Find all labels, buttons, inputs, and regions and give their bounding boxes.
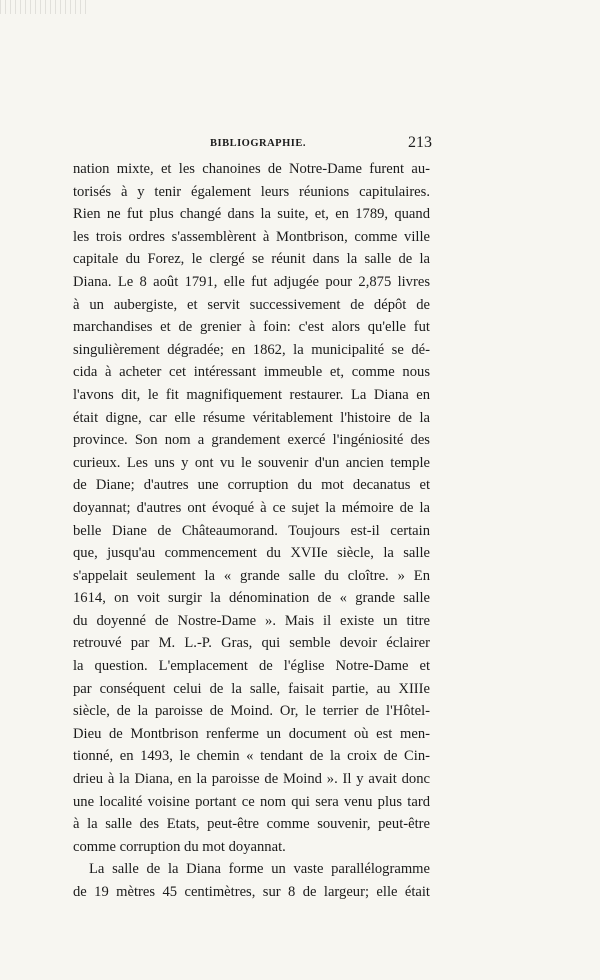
text-line: de Diane; d'autres une corruption du mot decanatus et [73,477,430,494]
text-line: drieu à la Diana, en la paroisse de Moind ». Il y avait donc [73,771,430,788]
text-line: province. Son nom a grandement exercé l'ingéniosité des [73,432,430,449]
text-line: Diana. Le 8 août 1791, elle fut adjugée pour 2,875 livres [73,273,430,290]
page-number: 213 [408,134,432,151]
text-line: par conséquent celui de la salle, faisait partie, au XIIIe [73,680,430,697]
text-line: belle Diane de Châteaumorand. Toujours est-il certain [73,522,430,539]
text-line: cida à acheter cet intéressant immeuble et, comme nous [73,364,430,381]
text-line: singulièrement dégradée; en 1862, la municipalité se dé- [73,341,430,358]
text-line: comme corruption du mot doyannat. [73,838,286,855]
page-header [210,134,432,156]
text-line: de 19 mètres 45 centimètres, sur 8 de largeur; elle était [73,884,430,900]
text-line: Dieu de Montbrison renferme un document où est men- [73,725,430,742]
text-line: doyannat; d'autres ont évoqué à ce sujet la mémoire de la [73,499,430,516]
text-line: siècle, de la paroisse de Moind. Or, le terrier de l'Hôtel- [73,703,430,720]
text-line: à la salle des Etats, peut-être comme souvenir, peut-être [73,816,430,833]
text-line: du doyenné de Nostre-Dame ». Mais il existe un titre [73,612,430,629]
text-line: Rien ne fut plus changé dans la suite, et, en 1789, quand [73,206,430,223]
text-line: curieux. Les uns y ont vu le souvenir d'un ancien temple [73,454,430,471]
text-line: les trois ordres s'assemblèrent à Montbrison, comme ville [73,228,430,245]
text-line: 1614, on voit surgir la dénomination de « grande salle [73,590,430,607]
text-line: à un aubergiste, et servit successivement de dépôt de [73,296,430,313]
text-line: nation mixte, et les chanoines de Notre-Dame furent au- [73,161,430,177]
text-line: capitale du Forez, le clergé se réunit dans la salle de la [73,251,430,268]
text-line: était digne, car elle résume véritablement l'histoire de la [73,409,430,426]
running-title: BIBLIOGRAPHIE. [210,138,306,149]
text-line: La salle de la Diana forme un vaste parallélogramme [89,861,430,878]
text-line: l'avons dit, le fit magnifiquement restaurer. La Diana en [73,386,430,403]
body-text [73,158,430,904]
text-line: une localité voisine portant ce nom qui sera venu plus tard [73,793,430,810]
text-line: s'appelait seulement la « grande salle du cloître. » En [73,567,430,584]
text-line: torisés à y tenir également leurs réunions capitulaires. [73,183,430,200]
text-line: la question. L'emplacement de l'église Notre-Dame et [73,658,430,675]
text-line: tionné, en 1493, le chemin « tendant de la croix de Cin- [73,748,430,765]
text-line: marchandises et de grenier à foin: c'est alors qu'elle fut [73,319,430,336]
text-line: retrouvé par M. L.-P. Gras, qui semble devoir éclairer [73,635,430,652]
scan-speckle [0,0,90,14]
text-line: que, jusqu'au commencement du XVIIe siècle, la salle [73,545,430,562]
